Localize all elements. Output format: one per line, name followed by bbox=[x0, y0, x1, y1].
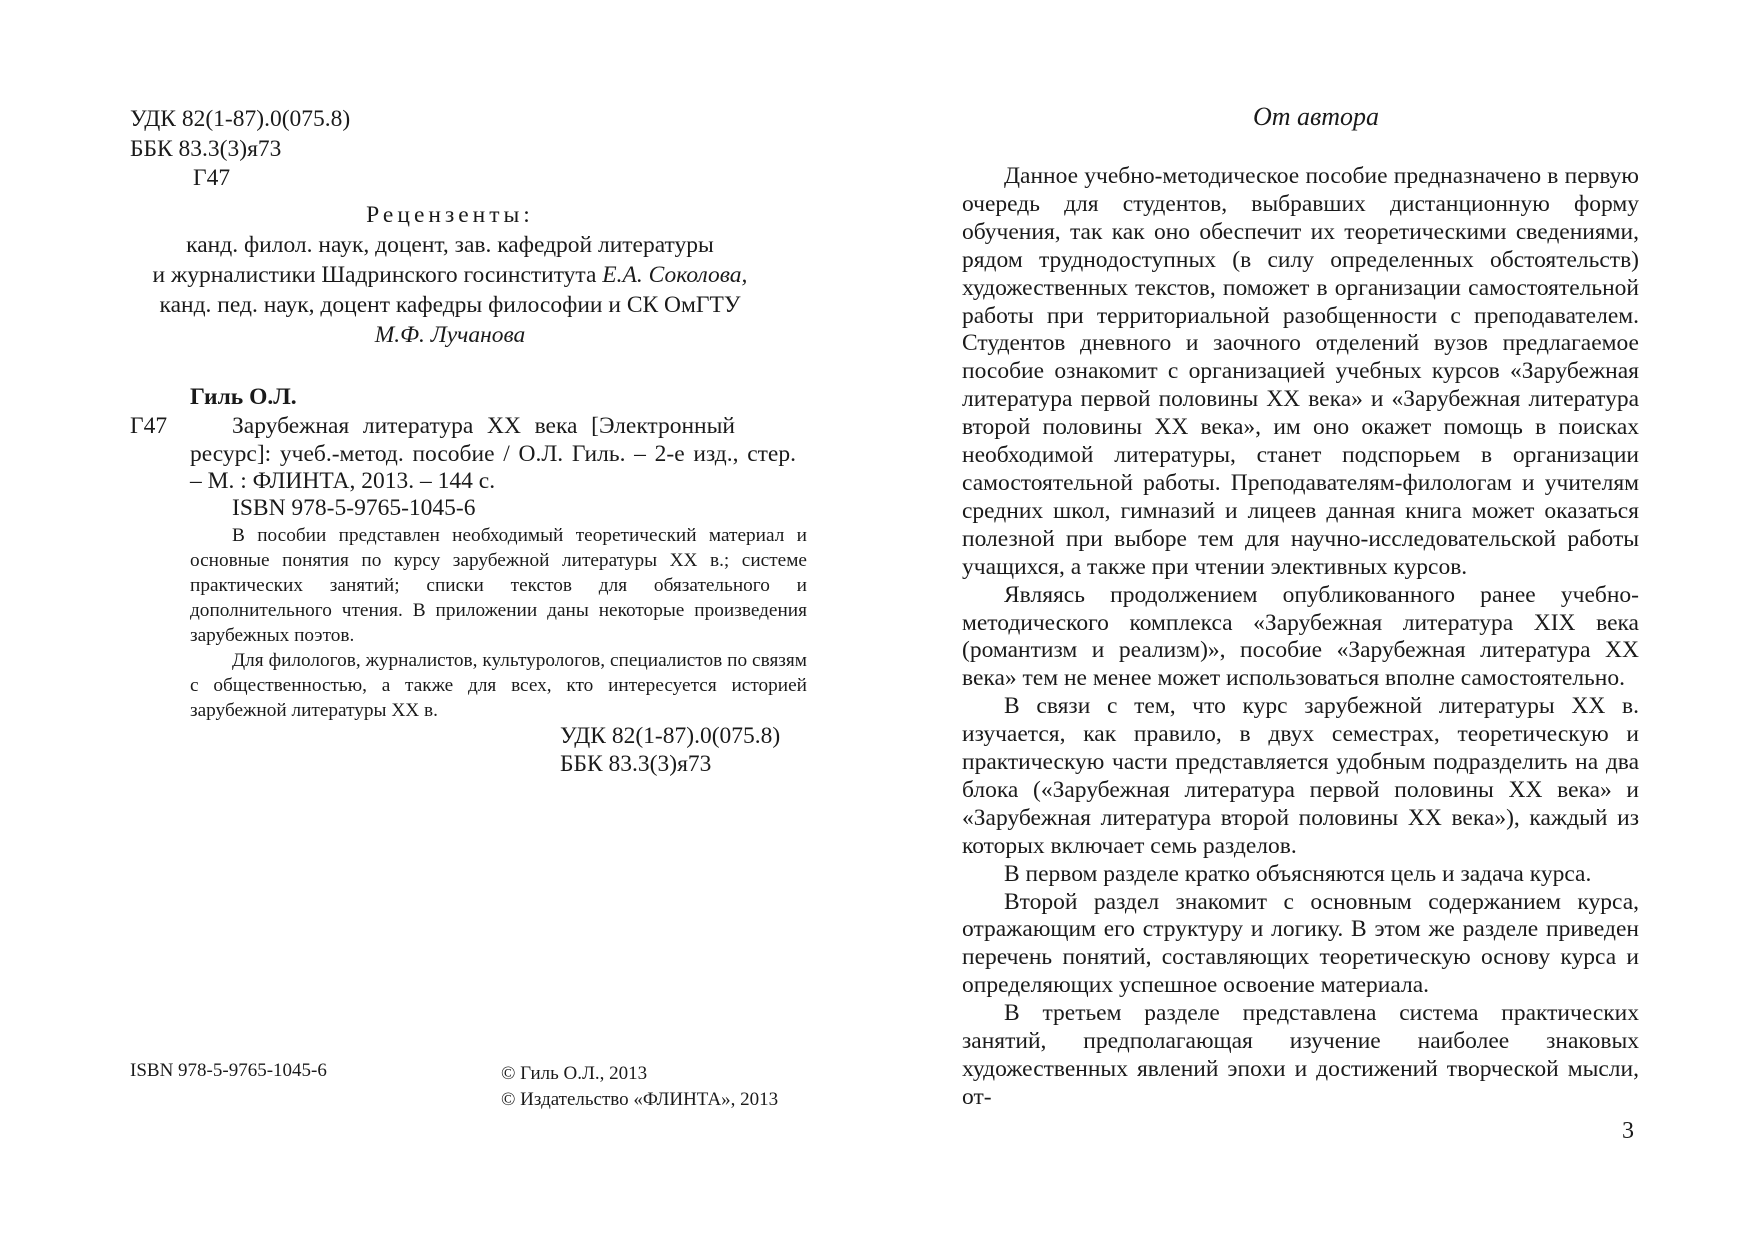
reviewers-title: Рецензенты: bbox=[366, 202, 534, 228]
reviewer-line-3: канд. пед. наук, доцент кафедры философии и СК ОмГТУ bbox=[159, 292, 741, 318]
classification-code-margin: Г47 bbox=[130, 413, 168, 439]
annotation-paragraph-2: Для филологов, журналистов, культурологов, специалистов по связям с общественностью, а также для всех, кто интересуется историей зарубежной литературы XX в. bbox=[190, 650, 807, 721]
bbk-bottom: ББК 83.3(3)я73 bbox=[560, 751, 712, 777]
author-heading: Гиль О.Л. bbox=[190, 384, 297, 410]
page-number: 3 bbox=[1622, 1118, 1634, 1144]
biblio-line-2: ресурс]: учеб.-метод. пособие / О.Л. Гиль. – 2-е изд., стер. bbox=[190, 441, 796, 467]
annotation bbox=[190, 523, 807, 723]
reviewers-block bbox=[150, 200, 750, 350]
reviewer-name-1: Е.А. Соколова, bbox=[602, 262, 748, 288]
biblio-line-3: – М. : ФЛИНТА, 2013. – 144 с. bbox=[190, 468, 496, 494]
body-text bbox=[962, 163, 1639, 1112]
body-paragraph-2: Являясь продолжением опубликованного ранее учебно-методического комплекса «Зарубежная литература XIX века (романтизм и реализм)», пособие «Зарубежная литература XX века» тем не менее может использоваться вполне самостоятельно. bbox=[962, 581, 1639, 692]
left-page bbox=[0, 0, 877, 1240]
biblio-line-1: Зарубежная литература XX века [Электронный bbox=[232, 413, 735, 439]
body-paragraph-6: В третьем разделе представлена система практических занятий, предполагающая изучение наиболее знаковых художественных явлений эпохи и достижений творческой мысли, от- bbox=[962, 1000, 1639, 1110]
body-paragraph-5: Второй раздел знакомит с основным содержанием курса, отражающим его структуру и логику. В этом же разделе приведен перечень понятий, составляющих теоретическую основу курса и определяющих успешное освоение материала. bbox=[962, 888, 1639, 999]
copyright-publisher: © Издательство «ФЛИНТА», 2013 bbox=[501, 1089, 779, 1110]
body-paragraph-4: В первом разделе кратко объясняются цель и задача курса. bbox=[1004, 860, 1592, 887]
body-paragraph-3: В связи с тем, что курс зарубежной литературы XX в. изучается, как правило, в двух семестрах, теоретическую и практическую части представляется удобным подразделить на два блока («Зарубежная литература первой половины XX века» и «Зарубежная литература второй половины XX века»), каждый из которых включает семь разделов. bbox=[962, 693, 1639, 859]
classification-code-top: Г47 bbox=[193, 165, 231, 191]
reviewer-affiliation: и журналистики Шадринского госинститута bbox=[152, 262, 597, 288]
isbn-footer: ISBN 978-5-9765-1045-6 bbox=[130, 1060, 327, 1081]
bbk-top: ББК 83.3(3)я73 bbox=[130, 136, 282, 162]
reviewer-line-2 bbox=[150, 260, 750, 290]
udk-top: УДК 82(1-87).0(075.8) bbox=[130, 106, 351, 132]
reviewer-line-1: канд. филол. наук, доцент, зав. кафедрой литературы bbox=[186, 232, 714, 258]
right-page bbox=[877, 0, 1755, 1240]
body-paragraph-1: Данное учебно-методическое пособие предназначено в первую очередь для студентов, выбравших дистанционную форму обучения, так как оно обеспечит их теоретическими сведениями, рядом труднодоступных (в силу определенных обстоятельств) художественных текстов, поможет в организации самостоятельной работы при территориальной разобщенности с преподавателем. Студентов дневного и заочного отделений вузов предлагаемое пособие ознакомит с организацией учебных курсов «Зарубежная литература первой половины XX века» и «Зарубежная литература второй половины XX века», им оно окажет помощь в поисках необходимой литературы, станет подспорьем в организации самостоятельной работы. Преподавателям-филологам и учителям средних школ, гимназий и лицеев данная книга может оказаться полезной при выборе тем для научно-исследовательской работы учащихся, а также при чтении элективных курсов. bbox=[962, 163, 1639, 580]
udk-bottom: УДК 82(1-87).0(075.8) bbox=[560, 723, 781, 749]
reviewer-name-2: М.Ф. Лучанова bbox=[374, 322, 526, 348]
section-title: От автора bbox=[1252, 102, 1380, 131]
biblio-isbn: ISBN 978-5-9765-1045-6 bbox=[232, 495, 476, 521]
copyright-author: © Гиль О.Л., 2013 bbox=[501, 1063, 648, 1084]
annotation-paragraph-1: В пособии представлен необходимый теоретический материал и основные понятия по курсу зарубежной литературы XX в.; системе практических занятий; списки текстов для обязательного и дополнительного чтения. В приложении даны некоторые произведения зарубежных поэтов. bbox=[190, 525, 807, 646]
